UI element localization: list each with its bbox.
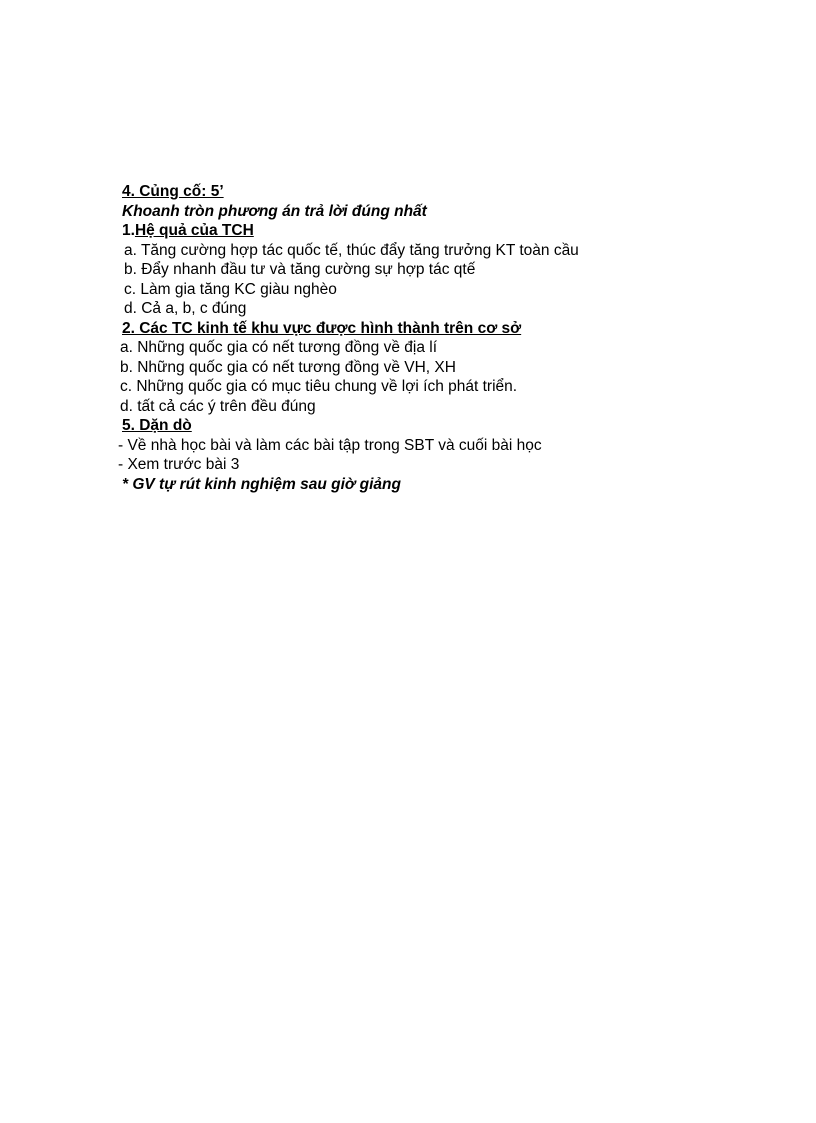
question-1-title: Hệ quả của TCH [134,222,254,239]
section-5-heading: 5. Dặn dò [122,417,192,434]
question-2-heading: 2. Các TC kinh tế khu vực được hình thành trên cơ sở [122,319,522,337]
section-4-heading: 4. Củng cố: 5’ [122,183,224,200]
question-1-option-d: d. Cả a, b, c đúng [124,300,247,317]
homework-item-1: - Về nhà học bài và làm các bài tập trong SBT và cuối bài học [118,436,542,454]
question-1-number: 1. [122,222,135,239]
question-2-option-b: b. Những quốc gia có nết tương đồng về VH, XH [120,358,456,376]
instruction-text: Khoanh tròn phương án trả lời đúng nhất [122,202,427,220]
question-1-heading [118,221,758,241]
question-2-option-a: a. Những quốc gia có nết tương đồng về địa lí [120,339,438,356]
question-1-option-b: b. Đẩy nhanh đầu tư và tăng cường sự hợp tác qtế [124,261,476,278]
question-2-option-d: d. tất cả các ý trên đều đúng [120,397,316,415]
question-1-option-c: c. Làm gia tăng KC giàu nghèo [124,280,337,298]
question-2-option-c: c. Những quốc gia có mục tiêu chung về lợi ích phát triển. [120,378,518,395]
teacher-note: * GV tự rút kinh nghiệm sau giờ giảng [122,475,401,493]
homework-item-2: - Xem trước bài 3 [118,456,240,473]
document-page [118,182,758,494]
question-1-option-a: a. Tăng cường hợp tác quốc tế, thúc đẩy tăng trưởng KT toàn cầu [124,241,579,259]
